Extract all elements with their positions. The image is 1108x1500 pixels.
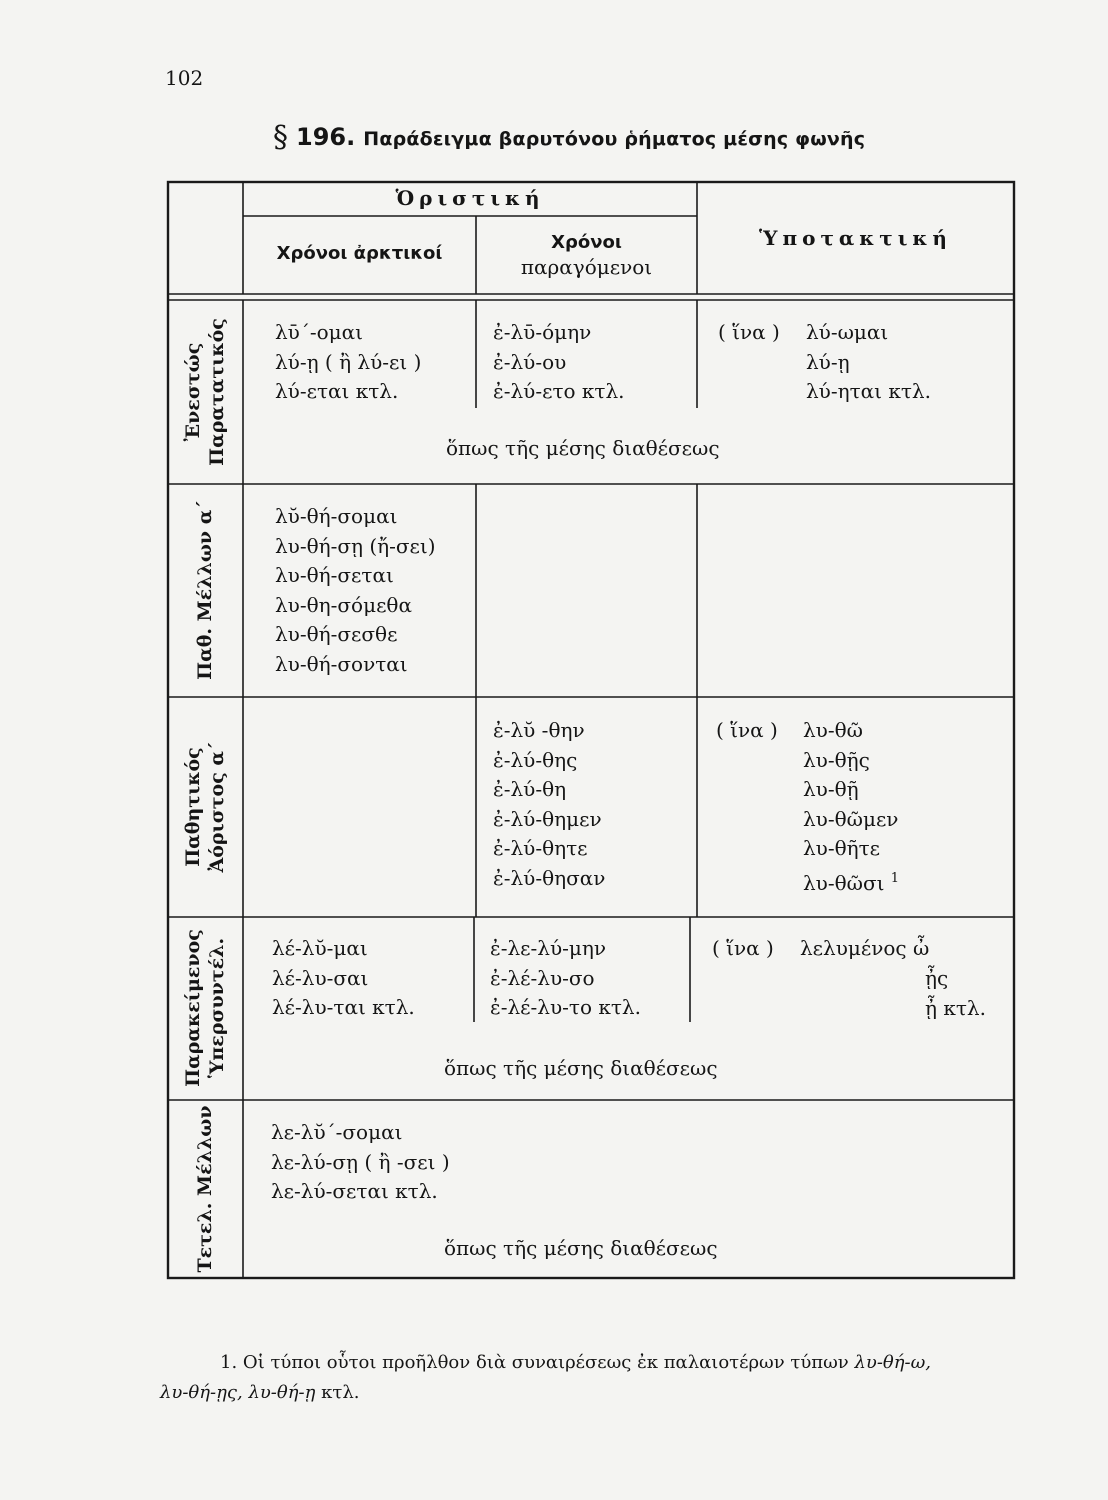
row4-paragomenoi [490, 934, 641, 1023]
footnote-end: κτλ. [321, 1382, 360, 1403]
header-paragomenoi-line1: Χρόνοι [551, 232, 622, 253]
row4-subj-hina [712, 934, 774, 964]
row-label-line: Ἐνεστώς [182, 342, 204, 442]
row1-note: ὅπως τῆς μέσης διαθέσεως [446, 436, 720, 460]
form-line: ᾖ κτλ. [925, 995, 986, 1020]
form-line: ἐ-λύ-θης [493, 747, 578, 772]
form-line: λῠ-θή-σομαι [275, 504, 398, 528]
hina-text: ( ἵνα ) [718, 320, 780, 344]
row-label-parakeimenos [181, 929, 229, 1087]
row-label-line: Ἀόριστος α´ [206, 741, 228, 873]
row-label-mellon-a [193, 500, 217, 680]
row3-paragomenoi [493, 716, 605, 893]
form-line: ἐ-λῡ-όμην [493, 320, 592, 344]
form-line: λε-λύ-σῃ ( ἢ -σει ) [271, 1149, 450, 1174]
row1-paragomenoi [493, 318, 625, 407]
footnote-forms-1: λυ-θή-ω, [854, 1352, 932, 1373]
footnote-forms-2: λυ-θή-ῃς, λυ-θή-ῃ [160, 1382, 316, 1403]
form-text: λυ-θῶσι [803, 870, 885, 895]
form-line: λυ-θῶ [803, 718, 863, 742]
form-line: λύ-ῃ [806, 349, 850, 374]
footnote-marker: 1 [890, 870, 900, 886]
form-line: λυ-θή-σονται [275, 651, 408, 676]
form-line: λε-λύ-σεται κτλ. [271, 1179, 438, 1203]
form-line: λυ-θῇ [803, 777, 859, 801]
form-line: λύ-ηται κτλ. [806, 379, 931, 403]
row-label-line: Παρατατικός [206, 318, 228, 466]
form-line: ἐ-λύ-ετο κτλ. [493, 379, 625, 403]
row-label-enestos [181, 318, 229, 466]
form-line: λέ-λῠ-μαι [272, 936, 368, 960]
form-line: ἐ-λύ-θη [493, 777, 567, 801]
form-line: ἐ-λύ-θημεν [493, 806, 602, 831]
row1-arktikoi [275, 318, 421, 407]
footnote-text: Οἱ τύποι οὗτοι προῆλθον διὰ συναιρέσεως ἐκ παλαιοτέρων τύπων [242, 1352, 849, 1373]
hina-text: ( ἵνα ) [716, 718, 778, 742]
row-label-line: Παρακείμενος [182, 929, 204, 1087]
form-line: λῡ´-ομαι [275, 320, 363, 344]
row-label-tetel-mellon [193, 1105, 217, 1272]
row1-ypotaktiki [806, 318, 931, 407]
form-line: ἐ-λύ-ου [493, 349, 567, 374]
form-line: λυ-θῇς [803, 747, 870, 772]
form-line [803, 864, 899, 894]
header-paragomenoi-line2: παραγόμενοι [520, 255, 653, 279]
form-line: λύ-ωμαι [806, 320, 889, 344]
section-title: Παράδειγμα βαρυτόνου ῥήματος μέσης φωνῆς [363, 128, 866, 150]
hina-text: ( ἵνα ) [712, 936, 774, 960]
header-ypotaktiki: Ὑποτακτική [759, 226, 952, 250]
form-line: ἐ-λύ-θητε [493, 836, 588, 860]
form-line: λυ-θή-σεται [275, 563, 394, 587]
footnote [160, 1348, 1010, 1408]
row-label-line: Παθ. Μέλλων α´ [194, 500, 216, 680]
form-line: λε-λῠ´-σομαι [271, 1120, 403, 1144]
form-line: λύ-ῃ ( ἢ λύ-ει ) [275, 349, 422, 374]
form-line: λυ-θη-σόμεθα [275, 592, 412, 617]
form-line: ἐ-λε-λύ-μην [490, 936, 607, 960]
row2-arktikoi [275, 502, 436, 679]
form-line: ἐ-λύ-θησαν [493, 865, 606, 890]
page-number: 102 [165, 66, 204, 90]
form-line: λύ-εται κτλ. [275, 379, 399, 403]
header-arktikoi: Χρόνοι ἀρκτικοί [276, 243, 443, 264]
form-line: ἐ-λέ-λυ-το κτλ. [490, 995, 641, 1019]
footnote-number: 1. [220, 1352, 238, 1373]
row-label-line: Τετελ. Μέλλων [194, 1105, 216, 1273]
row-label-aoristos-a [181, 741, 229, 872]
header-paragomenoi [476, 230, 697, 280]
row-label-line: Ὑπερσυντέλ. [206, 937, 228, 1079]
row5-note: ὅπως τῆς μέσης διαθέσεως [444, 1236, 718, 1260]
form-line: λυ-θή-σεσθε [275, 622, 398, 646]
row4-arktikoi [272, 934, 415, 1023]
form-line: λέ-λυ-σαι [272, 965, 369, 990]
row3-subj-hina [716, 716, 778, 746]
form-line: λυ-θῶμεν [803, 806, 899, 831]
form-line: λέ-λυ-ται κτλ. [272, 995, 415, 1019]
section-number: 196. [296, 123, 356, 151]
form-line: λυ-θή-σῃ (ἤ-σει) [275, 533, 436, 558]
row3-ypotaktiki [803, 716, 899, 893]
header-oristiki: Ὁριστική [395, 186, 545, 210]
row1-subj-hina [718, 318, 780, 348]
row4-subj-participle [800, 934, 929, 964]
row4-ypotaktiki-forms [925, 964, 986, 1023]
row-label-line: Παθητικός [182, 747, 204, 867]
row5-arktikoi [271, 1118, 450, 1207]
row4-note: ὅπως τῆς μέσης διαθέσεως [444, 1056, 718, 1080]
form-line: ἐ-λέ-λυ-σο [490, 965, 595, 990]
form-line: λυ-θῆτε [803, 836, 881, 860]
form-line: ἐ-λῠ -θην [493, 718, 585, 742]
form-line: ᾖς [925, 966, 949, 990]
section-symbol: § [273, 120, 288, 155]
participle-text: λελυμένος ὦ [800, 936, 930, 960]
